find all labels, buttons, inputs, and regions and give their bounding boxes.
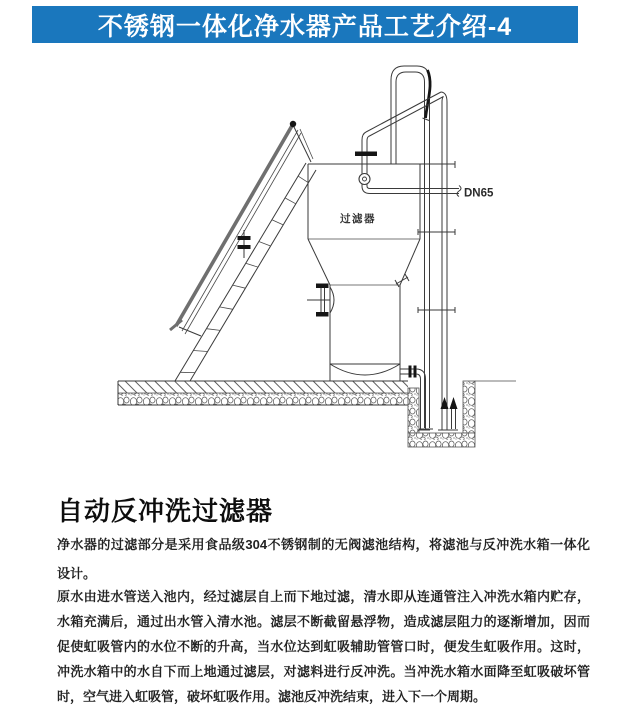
article: [57, 496, 590, 709]
text-line: 设计。: [57, 566, 97, 581]
access-ladder: [170, 121, 316, 381]
pipe-clamps: [418, 229, 455, 313]
paragraph-process: [57, 584, 590, 709]
text-line: 时，空气进入虹吸管，破坏虹吸作用。滤池反冲洗结束，进入下一个周期。: [57, 689, 487, 704]
pit-pipes: [438, 397, 458, 430]
tank-label: 过滤器: [340, 213, 376, 225]
pipe-size-label: DN65: [464, 187, 494, 200]
section-heading: 自动反冲洗过滤器: [57, 496, 274, 526]
siphon-pipe: [391, 66, 433, 429]
paragraph-intro: [57, 530, 590, 588]
text-line: 原水由进水管送入池内，经过滤层自上而下地过滤，清水即从连通管注入冲洗水箱内贮存，: [57, 589, 590, 604]
ground-slab: [118, 381, 408, 405]
page-title: 不锈钢一体化净水器产品工艺介绍-4: [97, 12, 513, 41]
inlet-pipe: [355, 92, 447, 430]
text-line: 水箱充满后，通过出水管入清水池。滤层不断截留悬浮物，造成滤层阻力的逐渐增加，因而: [57, 614, 590, 629]
text-line: 净水器的过滤部分是采用食品级304不锈钢制的无阀滤池结构，将滤池与反冲洗水箱一体化: [57, 537, 590, 552]
text-line: 促使虹吸管内的水位不断的升高，当水位达到虹吸辅助管管口时，便发生虹吸作用。这时，: [57, 639, 590, 654]
text-line: 冲洗水箱中的水自下而上地通过滤层，对滤料进行反冲洗。当冲洗水箱水面降至虹吸破坏管: [57, 664, 590, 679]
outlet-pipe-dn65: [359, 174, 494, 200]
